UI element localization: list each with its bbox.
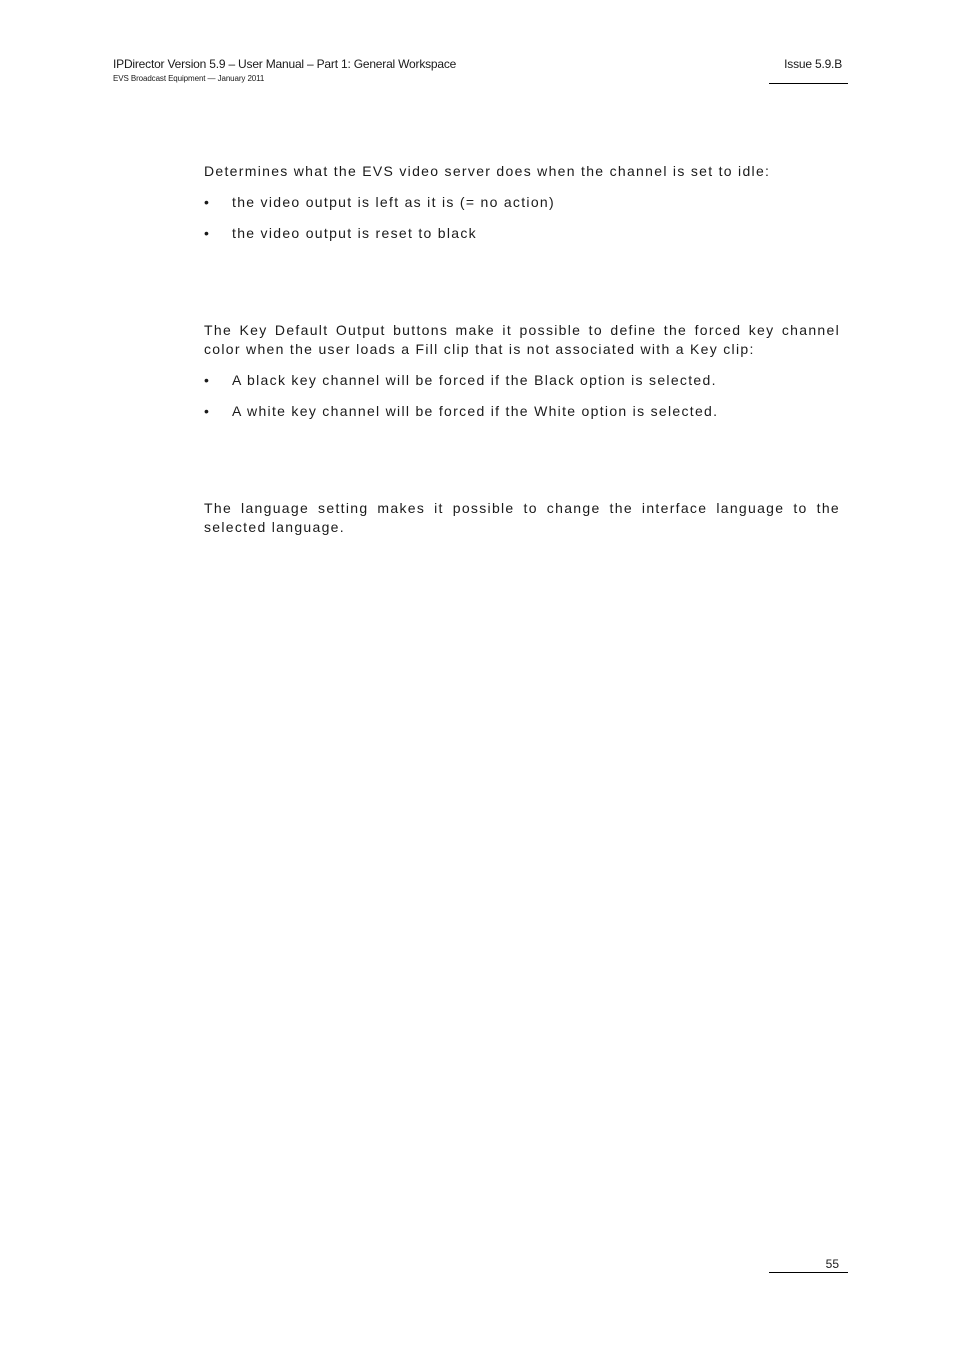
key-default-bullet-item: [204, 402, 840, 421]
key-default-intro-paragraph: The Key Default Output buttons make it possible to define the forced key channel color when the user loads a Fill clip that is not associated with a Key clip:: [204, 322, 840, 357]
header-divider: [769, 83, 848, 84]
bullet-icon: •: [204, 194, 209, 210]
key-default-bullet-item: [204, 371, 840, 390]
header-subtitle: EVS Broadcast Equipment — January 2011: [113, 74, 265, 83]
key-default-bullet-text: A black key channel will be forced if the Black option is selected.: [232, 372, 717, 388]
bullet-icon: •: [204, 372, 209, 388]
bullet-icon: •: [204, 225, 209, 241]
header-issue: Issue 5.9.B: [784, 57, 842, 71]
bullet-icon: •: [204, 403, 209, 419]
idle-bullet-item: [204, 224, 840, 243]
idle-bullet-item: [204, 193, 840, 212]
idle-bullet-text: the video output is reset to black: [232, 225, 477, 241]
header-title: IPDirector Version 5.9 – User Manual – Part 1: General Workspace: [113, 57, 457, 71]
idle-bullet-text: the video output is left as it is (= no action): [232, 194, 555, 210]
language-intro-paragraph: The language setting makes it possible to change the interface language to the selected language.: [204, 500, 840, 535]
idle-intro-paragraph: Determines what the EVS video server does when the channel is set to idle:: [204, 163, 771, 179]
footer-divider: [769, 1272, 848, 1273]
page-number: 55: [825, 1257, 839, 1271]
key-default-bullet-text: A white key channel will be forced if the White option is selected.: [232, 403, 719, 419]
